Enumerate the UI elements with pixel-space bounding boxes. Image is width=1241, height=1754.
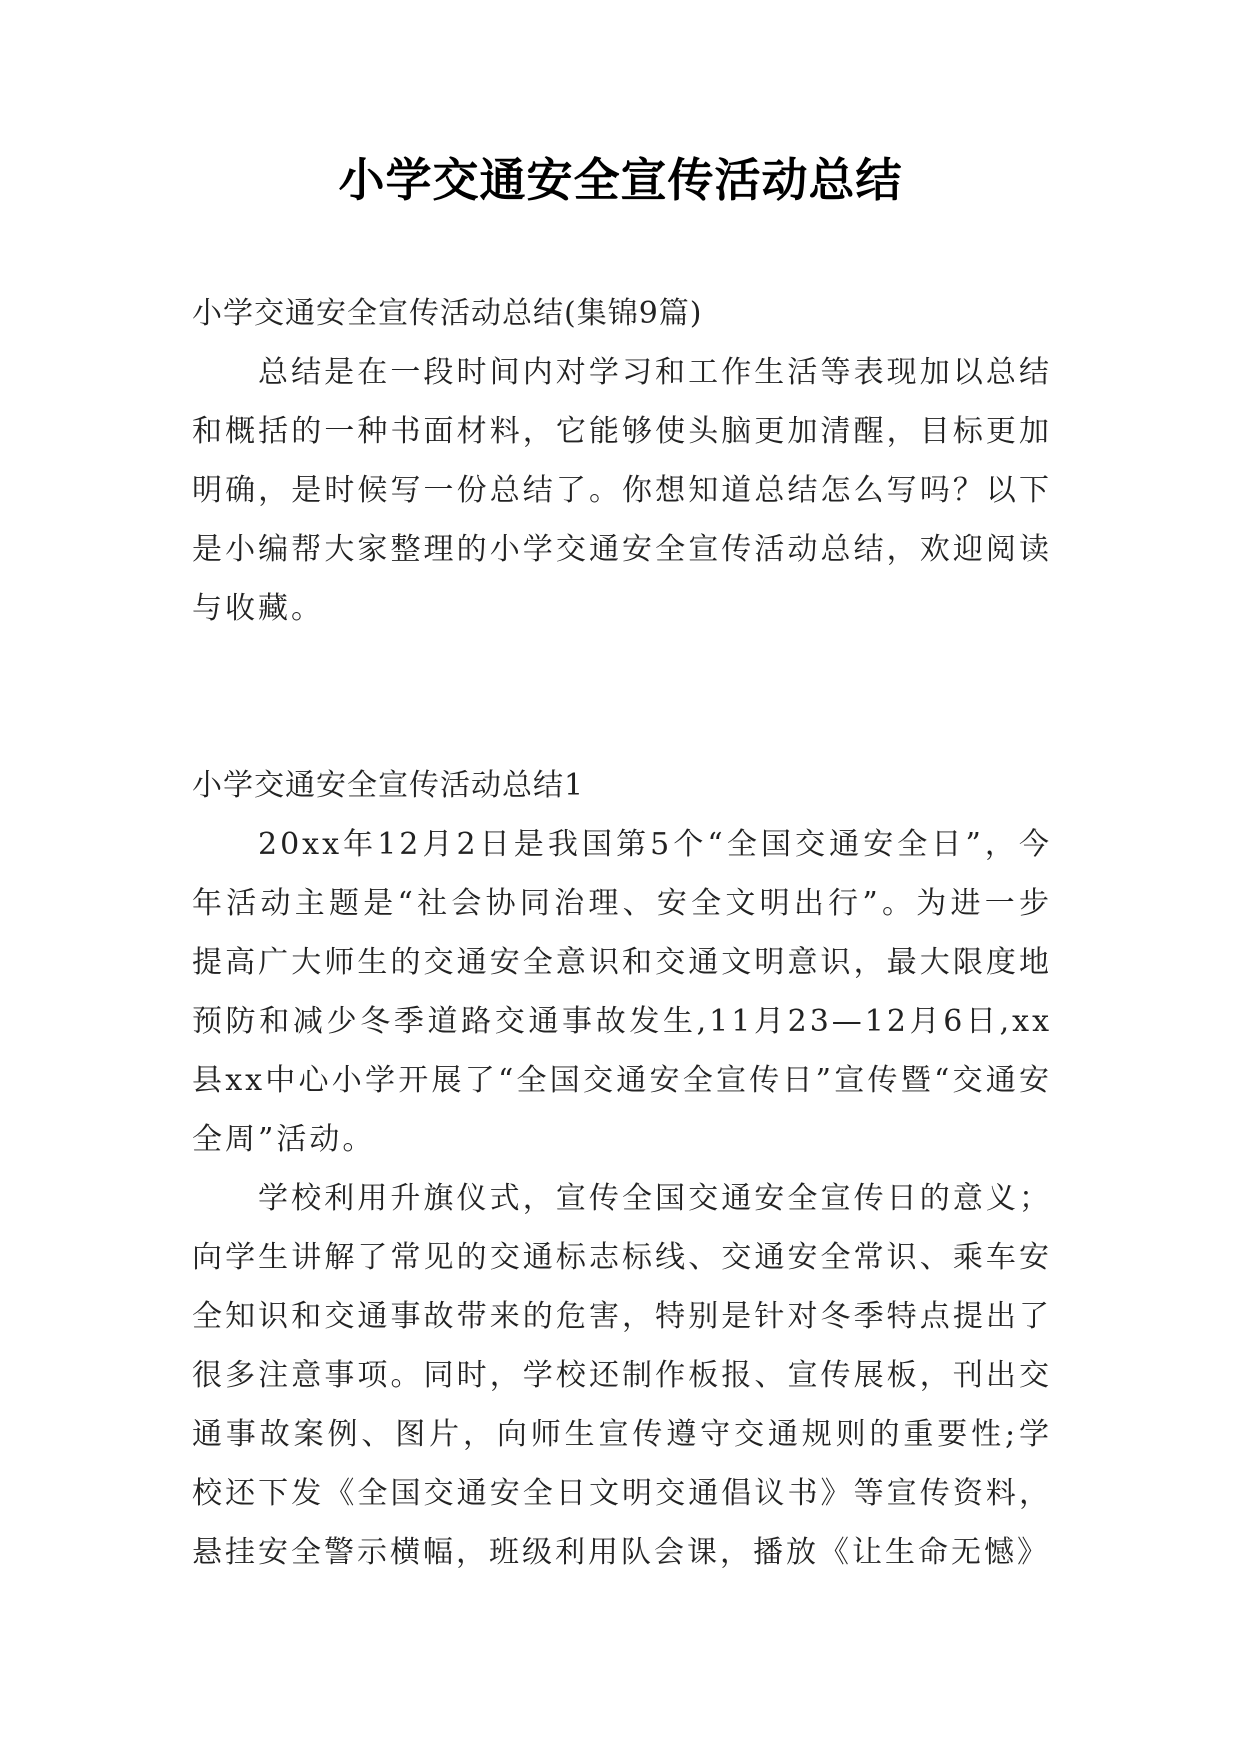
intro-heading: 小学交通安全宣传活动总结(集锦9篇) xyxy=(192,296,703,331)
section-1-paragraph-2: 学校利用升旗仪式，宣传全国交通安全宣传日的意义；向学生讲解了常见的交通标志标线、交通安全常识、乘车安全知识和交通事故带来的危害，特别是针对冬季特点提出了很多注意事项。同时，学校还制作板报、宣传展板，刊出交通事故案例、图片，向师生宣传遵守交通规则的重要性;学校还下发《全国交通安全日文明交通倡议书》等宣传资料，悬挂安全警示横幅，班级利用队会课，播放《让生命无憾》 xyxy=(192,1181,1052,1570)
document-body xyxy=(192,284,1052,1582)
section-spacer xyxy=(192,638,1052,756)
section-1-paragraph-1: 20xx年12月2日是我国第5个“全国交通安全日”，今年活动主题是“社会协同治理、安全文明出行”。为进一步提高广大师生的交通安全意识和交通文明意识，最大限度地预防和减少冬季道路交通事故发生,11月23—12月6日,xx县xx中心小学开展了“全国交通安全宣传日”宣传暨“交通安全周”活动。 xyxy=(192,827,1052,1157)
document-title: 小学交通安全宣传活动总结 xyxy=(338,153,903,207)
section-1-heading: 小学交通安全宣传活动总结1 xyxy=(192,768,585,803)
intro-paragraph: 总结是在一段时间内对学习和工作生活等表现加以总结和概括的一种书面材料，它能够使头脑更加清醒，目标更加明确，是时候写一份总结了。你想知道总结怎么写吗？以下是小编帮大家整理的小学交通安全宣传活动总结，欢迎阅读与收藏。 xyxy=(192,355,1052,626)
